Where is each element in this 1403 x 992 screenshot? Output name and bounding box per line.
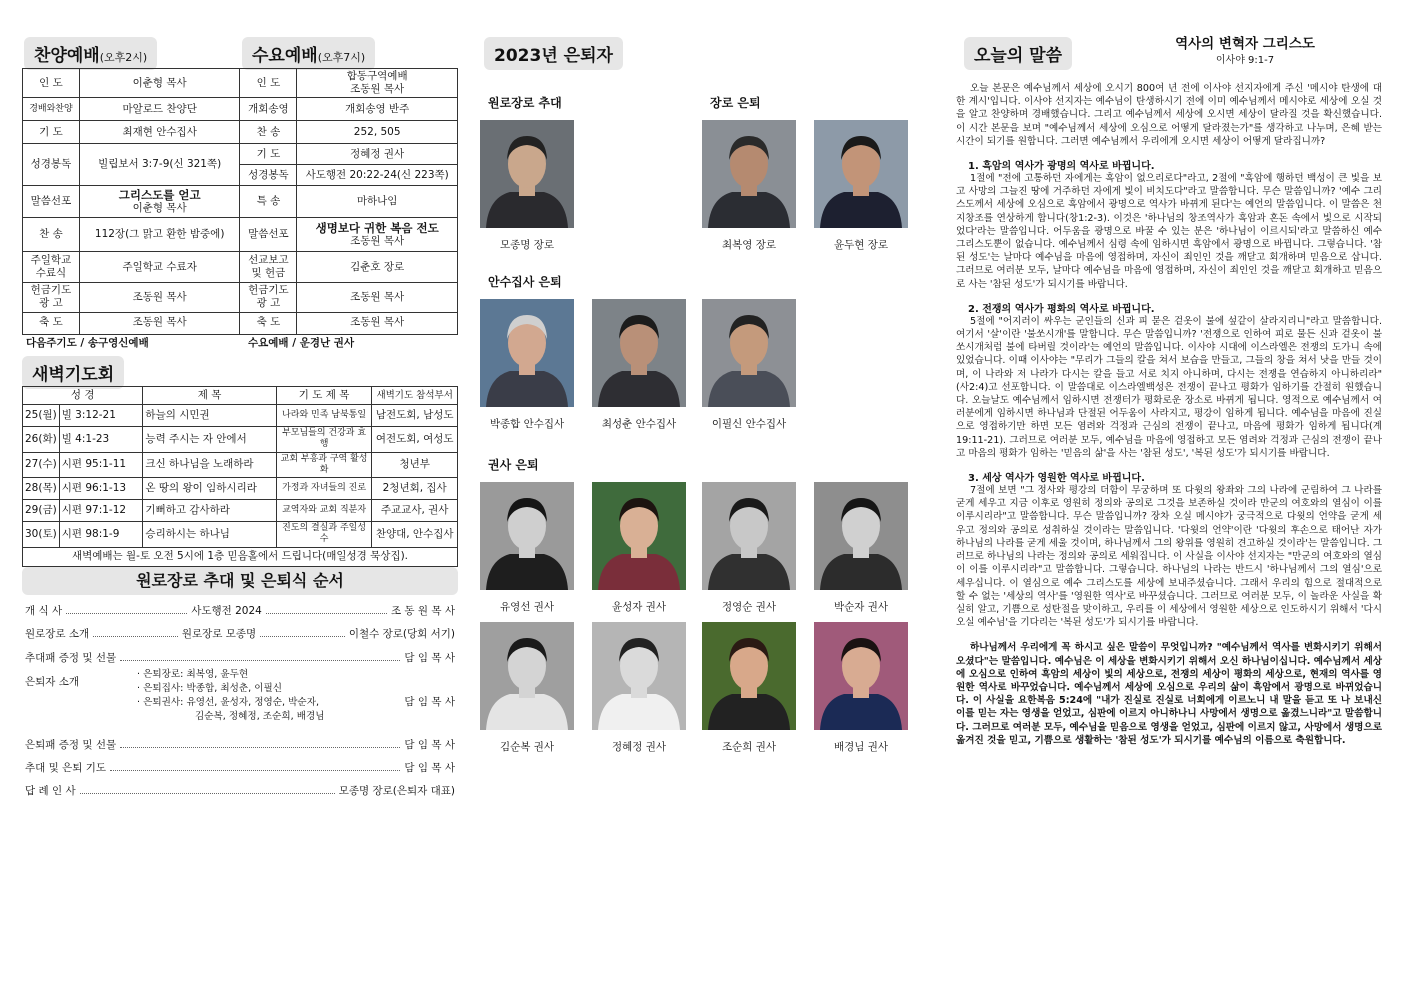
label: 인 도 bbox=[240, 69, 297, 98]
column-header: 제 목 bbox=[143, 387, 276, 405]
column-header: 새벽기도 참석부서 bbox=[372, 387, 458, 405]
table-row: 26(화) 빌 4:1-23 능력 주시는 자 안에서 부모님들의 건강과 효행 여전도회, 여성도 bbox=[23, 427, 458, 453]
ceremony-item: 추대 및 은퇴 기도 담 임 목 사 bbox=[25, 762, 455, 774]
sermon-title: 역사의 변혁자 그리스도 bbox=[1175, 36, 1315, 52]
retiree-name: 유영선 권사 bbox=[499, 601, 555, 613]
value: 조동원 목사 bbox=[297, 283, 458, 312]
sermon-reference: 이사야 9:1-7 bbox=[1215, 55, 1275, 66]
elder-retire-label: 장로 은퇴 bbox=[710, 96, 761, 110]
retiree-photo bbox=[814, 120, 908, 228]
retiree-name: 윤두현 장로 bbox=[833, 239, 889, 251]
retiree-name: 조순희 권사 bbox=[721, 741, 777, 753]
middle-column bbox=[470, 0, 930, 992]
retiree-photo bbox=[592, 622, 686, 730]
retiree-photo bbox=[702, 482, 796, 590]
afternoon-worship-header: 찬양예배(오후2시) bbox=[24, 37, 157, 70]
ceremony-item: 은퇴패 증정 및 선물 담 임 목 사 bbox=[25, 739, 455, 751]
retiree-name: 윤성자 권사 bbox=[611, 601, 667, 613]
value: 주일학교 수료자 bbox=[79, 252, 240, 283]
label: 특 송 bbox=[240, 186, 297, 218]
worship-order-table bbox=[22, 68, 458, 335]
value: 조동원 목사 bbox=[79, 283, 240, 312]
value: 정혜정 권사 bbox=[297, 144, 458, 165]
label: 축 도 bbox=[23, 312, 80, 334]
value: 마하나임 bbox=[297, 186, 458, 218]
retiree-photo bbox=[702, 120, 796, 228]
retiree-photo bbox=[702, 622, 796, 730]
retiree-photo bbox=[480, 482, 574, 590]
value: 마알로드 찬양단 bbox=[79, 98, 240, 121]
label: 찬 송 bbox=[240, 121, 297, 144]
table-row: 30(토) 시편 98:1-9 승리하시는 하나님 진도의 결실과 주일성수 찬양대, 안수집사 bbox=[23, 522, 458, 548]
retiree-name: 박순자 권사 bbox=[833, 601, 889, 613]
label: 주일학교 수료식 bbox=[23, 252, 80, 283]
label: 축 도 bbox=[240, 312, 297, 334]
kwonsa-retire-label: 권사 은퇴 bbox=[488, 458, 539, 472]
retiree-name: 김순복 권사 bbox=[499, 741, 555, 753]
table-row: 27(수) 시편 95:1-11 크신 하나님을 노래하라 교회 부흥과 구역 활성화 청년부 bbox=[23, 452, 458, 478]
value: 생명보다 귀한 복음 전도 조동원 목사 bbox=[297, 218, 458, 252]
retiree-photo bbox=[480, 299, 574, 407]
label: 성경봉독 bbox=[240, 165, 297, 186]
ceremony-item: 원로장로 소개 원로장로 모종명 이철수 장로(당회 서기) bbox=[25, 628, 456, 640]
next-sunday-note: 다음주기도 / 송구영신예배 bbox=[26, 337, 149, 349]
dawn-prayer-table bbox=[22, 386, 458, 567]
wednesday-worship-header: 수요예배(오후7시) bbox=[242, 37, 375, 70]
label: 선교보고 및 헌금 bbox=[240, 252, 297, 283]
value: 김춘호 장로 bbox=[297, 252, 458, 283]
value: 개회송영 반주 bbox=[297, 98, 458, 121]
label: 헌금기도 광 고 bbox=[23, 283, 80, 312]
retirees-header: 2023년 은퇴자 bbox=[484, 37, 623, 70]
label: 헌금기도 광 고 bbox=[240, 283, 297, 312]
retiree-photo bbox=[480, 622, 574, 730]
retiree-photo bbox=[592, 299, 686, 407]
value: 252, 505 bbox=[297, 121, 458, 144]
retiree-name: 정영순 권사 bbox=[721, 601, 777, 613]
retiree-name: 이필신 안수집사 bbox=[711, 418, 787, 430]
label: 성경봉독 bbox=[23, 144, 80, 186]
label: 기 도 bbox=[240, 144, 297, 165]
value: 사도행전 20:22-24(신 223쪽) bbox=[297, 165, 458, 186]
retiree-photo bbox=[814, 482, 908, 590]
retiree-photo bbox=[814, 622, 908, 730]
ceremony-item: 추대패 증정 및 선물 담 임 목 사 bbox=[25, 652, 455, 664]
label: 기 도 bbox=[23, 121, 80, 144]
label: 말씀선포 bbox=[23, 186, 80, 218]
label: 개회송영 bbox=[240, 98, 297, 121]
value: 이춘형 목사 bbox=[79, 69, 240, 98]
retiree-list: · 은퇴장로: 최복영, 윤두현 · 은퇴집사: 박종합, 최성춘, 이필신 · 은퇴권사: 유영선, 윤성자, 정영순, 박순자, 김순복, 정혜정, 조순희, 배경님 bbox=[137, 669, 325, 722]
value: 그리스도를 얻고 이춘형 목사 bbox=[79, 186, 240, 218]
elder-emeritus-label: 원로장로 추대 bbox=[488, 96, 562, 110]
retiree-photo bbox=[592, 482, 686, 590]
dawn-note: 새벽예배는 월-토 오전 5시에 1층 믿음홀에서 드립니다(매일성경 묵상집). bbox=[23, 547, 458, 566]
value: 최재현 안수집사 bbox=[79, 121, 240, 144]
label: 말씀선포 bbox=[240, 218, 297, 252]
table-row: 28(목) 시편 96:1-13 온 땅의 왕이 임하시리라 가정과 자녀들의 진로 2청년회, 집사 bbox=[23, 478, 458, 500]
label: 인 도 bbox=[23, 69, 80, 98]
next-wed-note: 수요예배 / 운경난 권사 bbox=[248, 337, 355, 349]
retiree-name: 모종명 장로 bbox=[499, 239, 555, 251]
retiree-name: 배경님 권사 bbox=[833, 741, 889, 753]
value: 112장(그 맑고 환한 밤중에) bbox=[79, 218, 240, 252]
column-header: 성 경 bbox=[23, 387, 143, 405]
value: 조동원 목사 bbox=[297, 312, 458, 334]
table-row: 29(금) 시편 97:1-12 기뻐하고 감사하라 교역자와 교회 직분자 주교교사, 권사 bbox=[23, 500, 458, 522]
retiree-photo bbox=[480, 120, 574, 228]
value: 조동원 목사 bbox=[79, 312, 240, 334]
retiree-name: 최복영 장로 bbox=[721, 239, 777, 251]
sermon-header: 오늘의 말씀 bbox=[964, 37, 1072, 70]
value: 빌립보서 3:7-9(신 321쪽) bbox=[79, 144, 240, 186]
retiree-name: 박종합 안수집사 bbox=[489, 418, 565, 430]
deacon-retire-label: 안수집사 은퇴 bbox=[488, 275, 562, 289]
retiree-name: 정혜정 권사 bbox=[611, 741, 667, 753]
label: 경배와찬양 bbox=[23, 98, 80, 121]
ceremony-item: 개 식 사 사도행전 2024 조 동 원 목 사 bbox=[25, 605, 456, 617]
sermon-body: 오늘 본문은 예수님께서 세상에 오시기 800여 년 전에 이사야 선지자에게 주신 '메시야 탄생에 대한 계시'입니다. 이사야 선지자는 예수님이 탄생하시기 전에 이미 예수님께서 메시야로 세상에 오실 것을 알고 찬양하며 경배했습니다. 그리고 예수님께서 세상에 오시면 세상이 달라질 것을 확신했습니다. 이 시간 본문을 보며 "예수님께서 세상에 오심으로 어떻게 달라졌는가"를 생각하고 나누며, 은혜 받는 시간이 되기를 원합니다. 그러면 예수님께서 우리에게 오시면 세상이 어떻게 달라집니까? 1. 흑암의 역사가 광명의 역사로 바뀝니다. 1절에 "전에 고통하던 자에게는 흑암이 없으리로다"라고, 2절에 "흑암에 행하던 백성이 큰 빛을 보고 사망의 그늘진 땅에 거주하던 자에게 빛이 비치도다"라고 말씀합니다. 무슨 말씀입니까? '예수 그리스도께서 세상에 오심으로 흑암에서 광명으로 역사가 바뀌게 된다'는 예언의 말씀입니다. 이 말씀은 천지창조를 연상하게 합니다(창1:2-3). 이것은 '하나님의 창조역사가 흑암과 혼돈 속에서 빛으로 시작되었다'라는 말씀입니다. 어두움을 광명으로 바꿀 수 있는 분은 '하나님이 이르시되'라고 말씀하신 예수 그리스도뿐이 없습니다. 예수님께서 심령 속에 임하시면 흑암에서 광명으로 바뀝니다. 그렇습니다. '참된 성도'는 날마다 예수님을 마음에 영접하며, 자신이 죄인인 것을 깨닫고 회개하며 믿음으로 삽니다. 그러므로 여러분 모두, 날마다 예수님을 마음에 영접하며, 자신이 죄인인 것을 깨닫고 회개하고 믿음으로 사는 '참된 성도'가 되시기를 바랍니다. 2. 전쟁의 역사가 평화의 역사로 바뀝니다. 5절에 "어지러이 싸우는 군인들의 신과 피 묻은 겉옷이 불에 섶같이 살라지리니"라고 말씀합니다. 여기서 '살'이란 '불쏘시개'를 말합니다. 무슨 말씀입니까? '전쟁으로 인하여 피로 물든 신과 겉옷이 불쏘시개처럼 불에 타버릴 것이라'는 예언의 말씀입니다. 이사야 시대에 이스라엘은 전쟁의 도가니 속에 있었습니다. 이때 이사야는 "무리가 그들의 칼을 쳐서 보습을 만들고, 그들의 창을 쳐서 낫을 만들 것이며, 이 나라와 저 나라가 다시는 칼을 들고 서로 치지 아니하며, 다시는 전쟁을 연습하지 아니하리라"(사2:4)고 선포합니다. 이 말씀대로 이스라엘백성은 전쟁이 끝나고 평화가 임하기를 간절히 원했습니다. 오늘날도 예수님께서 임하시면 전쟁터가 평화로운 장소로 바뀌게 됩니다. 영적으로 예수님께서 여러분에게 임하시면 하나님과 단절된 어두움이 사라지고, 평강이 임하게 됩니다. 예수님을 마음에 진실으로 영접하기만 하면 모든 염려와 걱정과 근심의 전쟁이 끝나고, 마음에 평화가 임하게 됩니다(계19:11-21). 그러므로 여러분 모두, 예수님을 마음에 영접하고 모든 염려와 걱정과 근심의 전쟁이 끝나고 마음의 평화가 임하는 '믿음의 삶'을 사는 '참된 성도', '복된 성도'가 되시기를 바랍니다. 3. 세상 역사가 영원한 역사로 바뀝니다. 7절에 보면 "그 정사와 평강의 더함이 무궁하며 또 다윗의 왕좌와 그의 나라에 군림하여 그 나라를 굳게 세우고 지금 이후로 영원히 정의와 공의로 그것을 보존하실 것이라 만군의 여호와의 열심이 이를 이루시리라"고 말씀합니다. 무슨 말씀입니까? 장차 오실 메시야가 궁극적으로 다윗의 언약을 굳게 세우고 정의와 공의로 성취하실 것이라는 말씀입니다. '다윗의 언약'이란 '다윗의 후손으로 태어난 자가 하나님의 나라를 굳게 세울 것이며, 하나님께서 그의 왕위를 영원히 견고하실 것이라'는 말씀입니다. 그러므로 하나님의 나라는 정의와 공의로 세워집니다. 이 사실을 이사야 선지자는 "만군의 여호와의 열심이 이를 이루시리라"고 말씀합니다. 그렇습니다. 하나님의 나라는 반드시 '하나님께서 그의 열심'으로 세우십니다. 이 열심으로 예수 그리스도를 세상에 보내주셨습니다. 그래서 우리의 힘으로 절대적으로 할 수 없는 '세상의 역사'를 '영원한 역사'로 바꾸셨습니다. 그러므로 여러분 모두, 이 놀라운 사실을 확실히 알고, 기쁨으로 성탄절을 맞이하고, 우리를 이 세상에서 영원한 세상으로 인도하시기 위해서 '다시 오실 예수님'을 기다리는 '복된 성도'가 되시기를 바랍니다. 하나님께서 우리에게 꼭 하시고 싶은 말씀이 무엇입니까? "예수님께서 역사를 변화시키기 위해서 오셨다"는 말씀입니다. 예수님은 이 세상을 변화시키기 위해서 오신 하나님이십니다. 예수님께서 세상에 오심으로 인하여 흑암의 세상이 빛의 세상으로, 전쟁의 세상이 평화의 세상으로, 현재의 역사를 영원한 역사로 바꾸었습니다. 예수님께서 세상에 오심으로 우리의 삶이 흑암에서 광명으로 바뀌었습니다. 이 사실을 요한복음 5:24에 "내가 진실로 진실로 너희에게 이르노니 내 말을 듣고 또 나 보내신 이를 믿는 자는 영생을 얻었고, 심판에 이르지 아니하나니 사망에서 생명으로 옮겼느니라"고 말씀합니다. 그러므로 여러분 모두, 예수님을 믿음으로 영생을 얻었고, 심판에 이르지 않고, 사망에서 생명으로 옮겨진 것을 믿고, 기쁨으로 생활하는 '참된 성도'가 되시기를 예수님의 이름으로 축원합니다. bbox=[956, 83, 1382, 746]
ceremony-header: 원로장로 추대 및 은퇴식 순서 bbox=[22, 567, 458, 595]
retiree-photo bbox=[702, 299, 796, 407]
table-row: 25(월) 빌 3:12-21 하늘의 시민권 나라와 민족 남북통일 남전도회, 남성도 bbox=[23, 405, 458, 427]
label: 찬 송 bbox=[23, 218, 80, 252]
value: 합동구역예배 조동원 목사 bbox=[297, 69, 458, 98]
ceremony-item: 답 례 인 사 모종명 장로(은퇴자 대표) bbox=[25, 785, 455, 797]
dawn-prayer-header: 새벽기도회 bbox=[22, 356, 124, 389]
ceremony-item: 은퇴자 소개 · 은퇴장로: 최복영, 윤두현 · 은퇴집사: 박종합, 최성춘, 이필신 · 은퇴권사: 유영선, 윤성자, 정영순, 박순자, 김순복, 정혜정, 조순희, 배경님 담 임 목 사 bbox=[25, 669, 455, 722]
retiree-name: 최성춘 안수집사 bbox=[601, 418, 677, 430]
column-header: 기 도 제 목 bbox=[276, 387, 372, 405]
